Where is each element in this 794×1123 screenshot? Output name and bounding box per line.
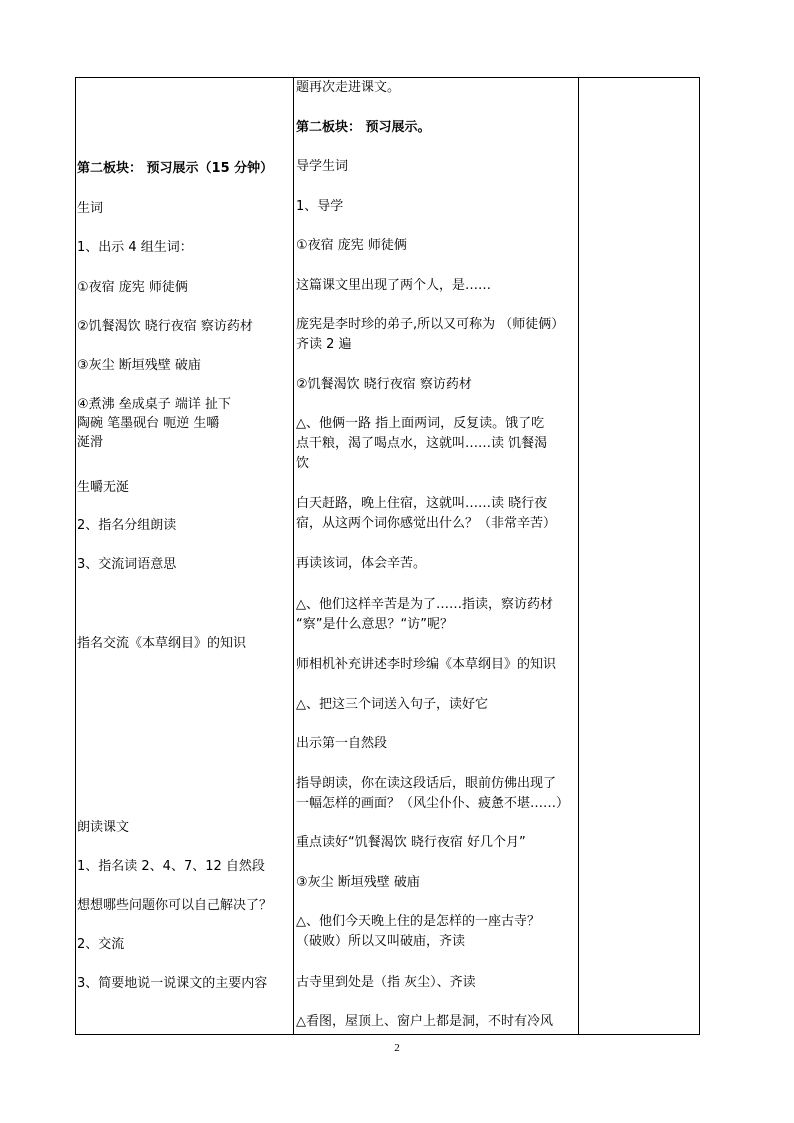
left-section-heading: 第二板块： 预习展示（15 分钟） xyxy=(77,161,274,176)
table-bottom-border xyxy=(75,1034,700,1035)
middle-line: 古寺里到处是（指 灰尘）、齐读 xyxy=(296,975,476,990)
left-line: 2、指名分组朗读 xyxy=(77,518,177,533)
left-line: 涎滑 xyxy=(77,435,104,450)
left-line: 陶碗 笔墨砚台 呃逆 生嚼 xyxy=(77,416,220,431)
middle-line: 点干粮，渴了喝点水，这就叫……读 饥餐渴 xyxy=(296,436,548,451)
middle-line: 出示第一自然段 xyxy=(296,736,388,751)
left-line: 生嚼无涎 xyxy=(77,480,130,495)
left-line: 3、交流词语意思 xyxy=(77,557,177,572)
middle-line: ①夜宿 庞宪 师徒俩 xyxy=(296,238,407,253)
left-line: ④煮沸 垒成桌子 端详 扯下 xyxy=(77,397,232,412)
column-divider-2 xyxy=(578,77,579,1035)
left-line: 1、出示 4 组生词： xyxy=(77,240,193,255)
middle-line: △、他们今天晚上住的是怎样的一座古寺？ xyxy=(296,914,540,929)
middle-line: △、他俩一路 指上面两词，反复读。饿了吃 xyxy=(296,416,545,431)
left-line: 1、指名读 2、4、7、12 自然段 xyxy=(77,859,265,874)
middle-line: 导学生词 xyxy=(296,159,349,174)
middle-line: （破败）所以又叫破庙，齐读 xyxy=(296,934,466,949)
middle-line: △、把这三个词送入句子，读好它 xyxy=(296,697,488,712)
middle-line: “察”是什么意思？“访”呢？ xyxy=(296,617,453,632)
table-left-border xyxy=(75,77,76,1035)
column-divider-1 xyxy=(293,77,294,1035)
page-number: 2 xyxy=(394,1042,400,1054)
right-column xyxy=(580,78,698,1034)
table-right-border xyxy=(699,77,700,1035)
left-line: 生词 xyxy=(77,201,104,216)
middle-line: 1、导学 xyxy=(296,199,344,214)
middle-line: 师相机补充讲述李时珍编《本草纲目》的知识 xyxy=(296,657,557,672)
middle-line: ②饥餐渴饮 晓行夜宿 察访药材 xyxy=(296,377,472,392)
middle-line: 齐读 2 遍 xyxy=(296,337,352,352)
left-line: 想想哪些问题你可以自己解决了？ xyxy=(77,898,273,913)
middle-line: △看图，屋顶上、窗户上都是洞，不时有冷风 xyxy=(296,1014,553,1029)
left-line: 朗读课文 xyxy=(77,820,130,835)
middle-line: 庞宪是李时珍的弟子,所以又可称为 （师徒俩） xyxy=(296,317,565,332)
left-line: ②饥餐渴饮 晓行夜宿 察访药材 xyxy=(77,319,253,334)
middle-line: 白天赶路，晚上住宿，这就叫……读 晓行夜 xyxy=(296,496,548,511)
left-line: ①夜宿 庞宪 师徒俩 xyxy=(77,280,188,295)
left-line: ③灰尘 断垣残壁 破庙 xyxy=(77,358,201,373)
left-line: 2、交流 xyxy=(77,937,125,952)
left-column xyxy=(77,0,293,1034)
middle-line: 一幅怎样的画面？（风尘仆仆、疲惫不堪……） xyxy=(296,796,570,811)
middle-column xyxy=(296,0,578,1034)
middle-line: △、他们这样辛苦是为了……指读，察访药材 xyxy=(296,597,553,612)
middle-section-heading: 第二板块： 预习展示。 xyxy=(296,120,431,135)
left-line: 指名交流《本草纲目》的知识 xyxy=(77,636,247,651)
middle-line: 重点读好“饥餐渴饮 晓行夜宿 好几个月” xyxy=(296,835,526,850)
middle-line: ③灰尘 断垣残壁 破庙 xyxy=(296,875,420,890)
middle-line: 再读该词，体会辛苦。 xyxy=(296,556,427,571)
middle-line: 题再次走进课文。 xyxy=(296,80,401,95)
left-line: 3、简要地说一说课文的主要内容 xyxy=(77,976,268,991)
middle-line: 指导朗读，你在读这段话后，眼前仿佛出现了 xyxy=(296,776,557,791)
middle-line: 宿，从这两个词你感觉出什么？（非常辛苦） xyxy=(296,516,557,531)
middle-line: 这篇课文里出现了两个人，是…… xyxy=(296,278,492,293)
middle-line: 饮 xyxy=(296,456,310,471)
